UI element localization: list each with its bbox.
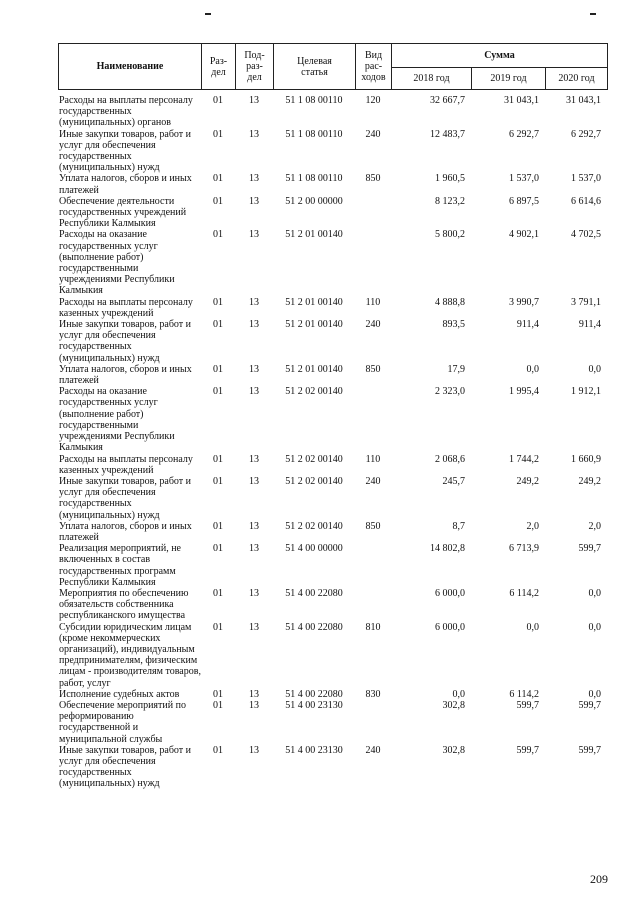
row-razdel: 01: [213, 296, 223, 308]
row-sum-2020: 1 660,9: [571, 453, 601, 465]
row-sum-2020: 599,7: [578, 543, 601, 555]
row-name: Расходы на выплаты персоналу государственных (муниципальных) органов: [59, 95, 193, 129]
header-2019: 2019 год: [472, 68, 546, 90]
row-target: 51 2 02 00140: [285, 520, 343, 532]
row-sum-2018: 0,0: [452, 688, 465, 700]
row-sum-2018: 893,5: [442, 319, 465, 331]
row-sum-2019: 6 292,7: [509, 128, 539, 140]
row-sum-2019: 599,7: [516, 744, 539, 756]
row-podrazdel: 13: [249, 319, 259, 331]
row-sum-2018: 8,7: [452, 520, 465, 532]
row-name: Уплата налогов, сборов и иных платежей: [59, 520, 192, 543]
row-sum-2019: 1 537,0: [509, 173, 539, 185]
row-podrazdel: 13: [249, 95, 259, 106]
row-podrazdel: 13: [249, 699, 259, 711]
row-name: Реализация мероприятий, не включенных в состав государственных программ Республики Калмыкия: [59, 543, 181, 588]
row-sum-2020: 1 912,1: [571, 386, 601, 398]
row-sum-2020: 249,2: [578, 475, 601, 487]
row-razdel: 01: [213, 173, 223, 185]
table-row: [58, 689, 607, 700]
row-vid: 830: [365, 688, 381, 700]
row-target: 51 2 00 00000: [285, 195, 343, 207]
row-sum-2018: 8 123,2: [435, 195, 465, 207]
row-target: 51 2 01 00140: [285, 319, 343, 331]
table-row: [58, 700, 607, 745]
table-row: [58, 543, 607, 588]
scan-mark-left: [205, 13, 211, 15]
table-row: [58, 745, 607, 790]
row-name: Иные закупки товаров, работ и услуг для обеспечения государственных (муниципальных) нужд: [59, 319, 192, 364]
row-vid: 850: [365, 520, 381, 532]
row-sum-2020: 6 292,7: [571, 128, 601, 140]
row-target: 51 4 00 23130: [285, 744, 343, 756]
row-vid: 240: [365, 744, 381, 756]
row-razdel: 01: [213, 195, 223, 207]
row-vid: 240: [365, 319, 381, 331]
row-sum-2020: 911,4: [578, 319, 601, 331]
row-razdel: 01: [213, 621, 223, 633]
row-name: Уплата налогов, сборов и иных платежей: [59, 363, 192, 387]
table-row: [58, 129, 607, 174]
row-sum-2018: 6 000,0: [435, 621, 465, 633]
row-vid: [355, 229, 391, 296]
row-sum-2018: 17,9: [447, 363, 465, 375]
row-sum-2019: 6 713,9: [509, 543, 539, 555]
header-vid: Вид рас- ходов: [356, 44, 392, 90]
row-sum-2019: 4 902,1: [509, 229, 539, 241]
row-podrazdel: 13: [249, 621, 259, 633]
row-razdel: 01: [213, 229, 223, 241]
row-target: 51 2 01 00140: [285, 363, 343, 375]
row-sum-2020: 1 537,0: [571, 173, 601, 185]
row-target: 51 4 00 23130: [285, 699, 343, 711]
row-vid: 810: [365, 621, 381, 633]
row-vid: 110: [365, 453, 381, 465]
scan-mark-right: [590, 13, 596, 15]
row-sum-2018: 6 000,0: [435, 587, 465, 599]
table-row: [58, 173, 607, 195]
row-razdel: 01: [213, 699, 223, 711]
table-row: [58, 229, 607, 296]
row-vid: [355, 543, 391, 588]
header-2020: 2020 год: [546, 68, 608, 90]
row-sum-2020: 0,0: [588, 587, 601, 599]
row-target: 51 1 08 00110: [285, 95, 343, 106]
row-razdel: 01: [213, 386, 223, 398]
row-razdel: 01: [213, 363, 223, 375]
row-sum-2020: 599,7: [578, 744, 601, 756]
row-podrazdel: 13: [249, 195, 259, 207]
row-name: Уплата налогов, сборов и иных платежей: [59, 173, 192, 196]
row-sum-2018: 302,8: [442, 744, 465, 756]
page-number: 209: [590, 872, 608, 886]
row-sum-2019: 31 043,1: [504, 95, 539, 106]
table-row: [58, 297, 607, 319]
row-podrazdel: 13: [249, 296, 259, 308]
row-podrazdel: 13: [249, 173, 259, 185]
row-podrazdel: 13: [249, 453, 259, 465]
row-name: Расходы на оказание государственных услуг (выполнение работ) государственными учреждениями Республики Калмыкия: [59, 229, 175, 297]
row-sum-2020: 0,0: [588, 688, 601, 700]
row-sum-2019: 1 744,2: [509, 453, 539, 465]
row-sum-2020: 599,7: [578, 699, 601, 711]
row-vid: [355, 196, 391, 230]
header-2018: 2018 год: [392, 68, 472, 90]
row-podrazdel: 13: [249, 475, 259, 487]
row-target: 51 2 01 00140: [285, 296, 343, 308]
table-body: [58, 95, 607, 790]
row-sum-2020: 4 702,5: [571, 229, 601, 241]
header-razdel: Раз- дел: [202, 44, 236, 90]
row-vid: 110: [365, 296, 381, 308]
row-razdel: 01: [213, 475, 223, 487]
row-name: Расходы на выплаты персоналу казенных учреждений: [59, 296, 193, 319]
row-sum-2019: 6 114,2: [509, 688, 539, 700]
row-podrazdel: 13: [249, 587, 259, 599]
row-razdel: 01: [213, 543, 223, 555]
row-sum-2020: 0,0: [588, 363, 601, 375]
row-sum-2020: 2,0: [588, 520, 601, 532]
row-sum-2018: 2 323,0: [435, 386, 465, 398]
row-target: 51 2 01 00140: [285, 229, 343, 241]
row-sum-2020: 6 614,6: [571, 195, 601, 207]
table-row: [58, 196, 607, 230]
row-razdel: 01: [213, 744, 223, 756]
row-vid: 850: [365, 173, 381, 185]
row-sum-2019: 599,7: [516, 699, 539, 711]
row-target: 51 2 02 00140: [285, 386, 343, 398]
row-razdel: 01: [213, 319, 223, 331]
table-row: [58, 95, 607, 129]
row-name: Обеспечение мероприятий по реформированию государственной и муниципальной службы: [59, 699, 186, 745]
header-sum: Сумма: [392, 44, 608, 68]
row-sum-2018: 12 483,7: [430, 128, 465, 140]
row-razdel: 01: [213, 95, 223, 106]
row-vid: [355, 386, 391, 453]
row-sum-2018: 2 068,6: [435, 453, 465, 465]
row-name: Иные закупки товаров, работ и услуг для обеспечения государственных (муниципальных) нужд: [59, 128, 192, 174]
row-name: Субсидии юридическим лицам (кроме некоммерческих организаций), индивидуальным предпринимателям, физическим лицам - производителям товаров, работ, услуг: [59, 621, 201, 689]
row-vid: 240: [365, 475, 381, 487]
table-row: [58, 588, 607, 622]
row-podrazdel: 13: [249, 128, 259, 140]
table-row: [58, 521, 607, 543]
row-sum-2019: 3 990,7: [509, 296, 539, 308]
row-name: Обеспечение деятельности государственных учреждений Республики Калмыкия: [59, 195, 187, 230]
table-row: [58, 386, 607, 453]
row-razdel: 01: [213, 453, 223, 465]
row-vid: [355, 588, 391, 622]
row-target: 51 4 00 22080: [285, 688, 343, 700]
table-row: [58, 476, 607, 521]
row-target: 51 4 00 22080: [285, 621, 343, 633]
row-sum-2018: 14 802,8: [430, 543, 465, 555]
row-sum-2019: 0,0: [526, 621, 539, 633]
row-vid: 120: [365, 95, 381, 106]
row-sum-2020: 3 791,1: [571, 296, 601, 308]
row-sum-2019: 0,0: [526, 363, 539, 375]
header-podrazdel: Под- раз- дел: [236, 44, 274, 90]
row-podrazdel: 13: [249, 386, 259, 398]
row-sum-2020: 0,0: [588, 621, 601, 633]
row-sum-2019: 6 897,5: [509, 195, 539, 207]
header-name: Наименование: [59, 44, 202, 90]
row-name: Расходы на оказание государственных услуг (выполнение работ) государственными учреждениями Республики Калмыкия: [59, 386, 175, 454]
row-sum-2018: 4 888,8: [435, 296, 465, 308]
row-razdel: 01: [213, 520, 223, 532]
row-vid: 850: [365, 363, 381, 375]
row-podrazdel: 13: [249, 688, 259, 700]
row-razdel: 01: [213, 688, 223, 700]
table-row: [58, 319, 607, 364]
row-target: 51 1 08 00110: [285, 128, 343, 140]
row-name: Расходы на выплаты персоналу казенных учреждений: [59, 453, 193, 476]
row-sum-2019: 249,2: [516, 475, 539, 487]
row-target: 51 4 00 00000: [285, 543, 343, 555]
row-podrazdel: 13: [249, 520, 259, 532]
row-sum-2018: 245,7: [442, 475, 465, 487]
row-name: Иные закупки товаров, работ и услуг для обеспечения государственных (муниципальных) нужд: [59, 475, 192, 521]
row-razdel: 01: [213, 587, 223, 599]
row-sum-2019: 6 114,2: [509, 587, 539, 599]
table-row: [58, 622, 607, 689]
row-name: Иные закупки товаров, работ и услуг для обеспечения государственных (муниципальных) нужд: [59, 744, 192, 790]
row-target: 51 1 08 00110: [285, 173, 343, 185]
row-sum-2018: 302,8: [442, 699, 465, 711]
row-sum-2018: 5 800,2: [435, 229, 465, 241]
row-name: Исполнение судебных актов: [59, 688, 180, 700]
row-sum-2019: 1 995,4: [509, 386, 539, 398]
row-target: 51 2 02 00140: [285, 475, 343, 487]
row-podrazdel: 13: [249, 363, 259, 375]
row-vid: [355, 700, 391, 745]
row-name: Мероприятия по обеспечению обязательств собственника республиканского имущества: [59, 587, 189, 622]
row-sum-2020: 31 043,1: [566, 95, 601, 106]
row-sum-2019: 2,0: [526, 520, 539, 532]
row-vid: 240: [365, 128, 381, 140]
table-row: [58, 364, 607, 386]
row-razdel: 01: [213, 128, 223, 140]
row-podrazdel: 13: [249, 543, 259, 555]
table-row: [58, 454, 607, 476]
row-sum-2019: 911,4: [516, 319, 539, 331]
row-sum-2018: 1 960,5: [435, 173, 465, 185]
row-podrazdel: 13: [249, 229, 259, 241]
row-sum-2018: 32 667,7: [430, 95, 465, 106]
row-target: 51 2 02 00140: [285, 453, 343, 465]
row-target: 51 4 00 22080: [285, 587, 343, 599]
row-podrazdel: 13: [249, 744, 259, 756]
header-target: Целевая статья: [274, 44, 356, 90]
table-header: [58, 43, 608, 90]
